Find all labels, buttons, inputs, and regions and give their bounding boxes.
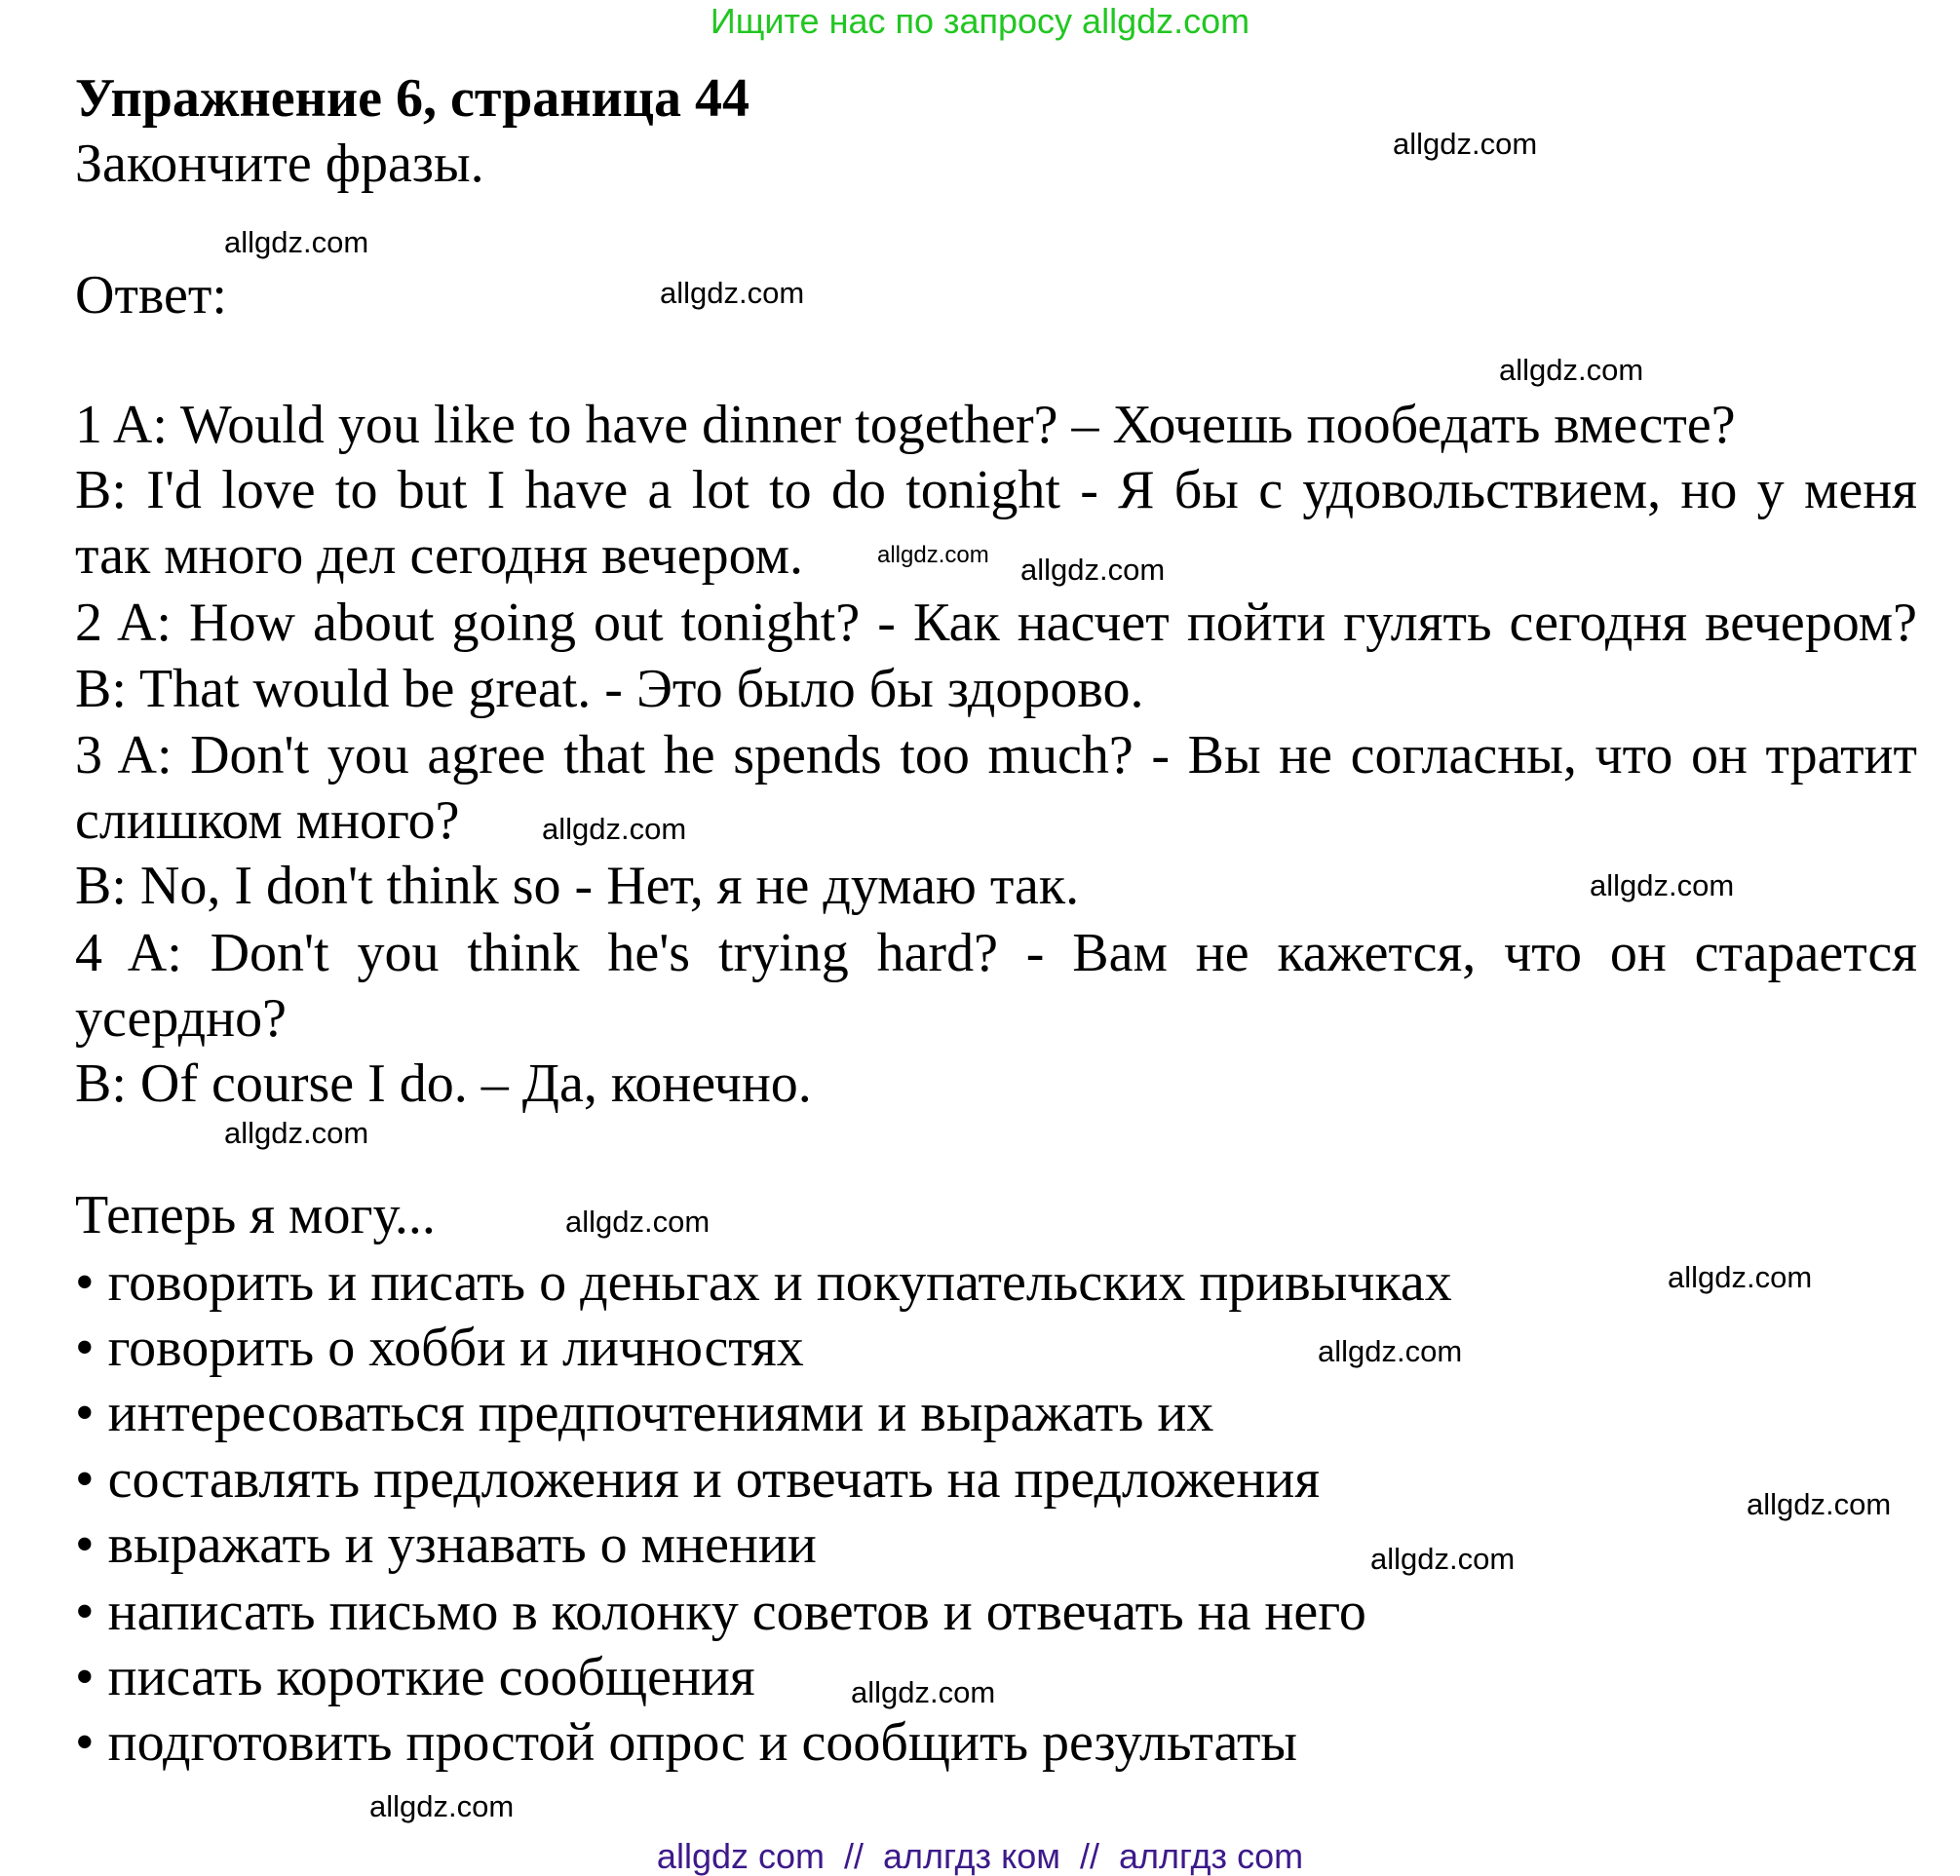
answer-line: B: I'd love to but I have a lot to do tonight - Я бы с удовольствием, но у меня <box>75 460 1917 520</box>
skill-item: • составлять предложения и отвечать на предложения <box>75 1449 1321 1510</box>
skill-item: • интересоваться предпочтениями и выражать их <box>75 1383 1214 1443</box>
watermark: allgdz.com <box>224 225 369 259</box>
answer-label: Ответ: <box>75 265 227 325</box>
watermark: allgdz.com <box>1747 1487 1892 1521</box>
skill-item: • написать письмо в колонку советов и отвечать на него <box>75 1582 1366 1642</box>
answer-line: слишком много? <box>75 790 460 851</box>
watermark: allgdz.com <box>1370 1542 1516 1576</box>
now-i-can-heading: Теперь я могу... <box>75 1185 436 1245</box>
watermark: allgdz.com <box>851 1675 996 1709</box>
watermark: allgdz.com <box>542 812 687 846</box>
watermark: allgdz.com <box>565 1205 711 1239</box>
page-title: Упражнение 6, страница 44 <box>75 68 750 129</box>
watermark: allgdz.com <box>1318 1334 1463 1368</box>
answer-line: 4 A: Don't you think he's trying hard? - Вам не кажется, что он старается <box>75 923 1917 983</box>
task-text: Закончите фразы. <box>75 134 484 194</box>
answer-line: так много дел сегодня вечером. <box>75 525 804 586</box>
watermark: allgdz.com <box>1393 127 1538 161</box>
skill-item: • говорить и писать о деньгах и покупательских привычках <box>75 1252 1452 1313</box>
answer-line: 2 A: How about going out tonight? - Как насчет пойти гулять сегодня вечером? <box>75 593 1917 653</box>
answer-line: усердно? <box>75 988 287 1049</box>
skill-item: • говорить о хобби и личностях <box>75 1318 804 1378</box>
answer-line: B: No, I don't think so - Нет, я не думаю так. <box>75 856 1080 916</box>
watermark: allgdz.com <box>1020 553 1166 587</box>
skill-item: • писать короткие сообщения <box>75 1647 755 1707</box>
answer-line: 1 A: Would you like to have dinner together? – Хочешь пообедать вместе? <box>75 395 1736 455</box>
answer-line: B: Of course I do. – Да, конечно. <box>75 1053 812 1114</box>
skill-item: • подготовить простой опрос и сообщить результаты <box>75 1712 1298 1773</box>
search-banner: Ищите нас по запросу allgdz.com <box>710 1 1250 41</box>
skill-item: • выражать и узнавать о мнении <box>75 1514 817 1575</box>
watermark: allgdz.com <box>1668 1260 1813 1294</box>
watermark: allgdz.com <box>1590 868 1735 902</box>
answer-line: B: That would be great. - Это было бы здорово. <box>75 659 1144 719</box>
watermark: allgdz.com <box>369 1789 515 1823</box>
watermark: allgdz.com <box>660 276 805 310</box>
watermark: allgdz.com <box>224 1116 369 1150</box>
watermark: allgdz.com <box>1499 353 1644 387</box>
footer-links[interactable]: allgdz com // аллгдз ком // аллгдз com <box>656 1836 1304 1876</box>
watermark: allgdz.com <box>877 542 989 568</box>
answer-line: 3 A: Don't you agree that he spends too much? - Вы не согласны, что он тратит <box>75 725 1917 785</box>
